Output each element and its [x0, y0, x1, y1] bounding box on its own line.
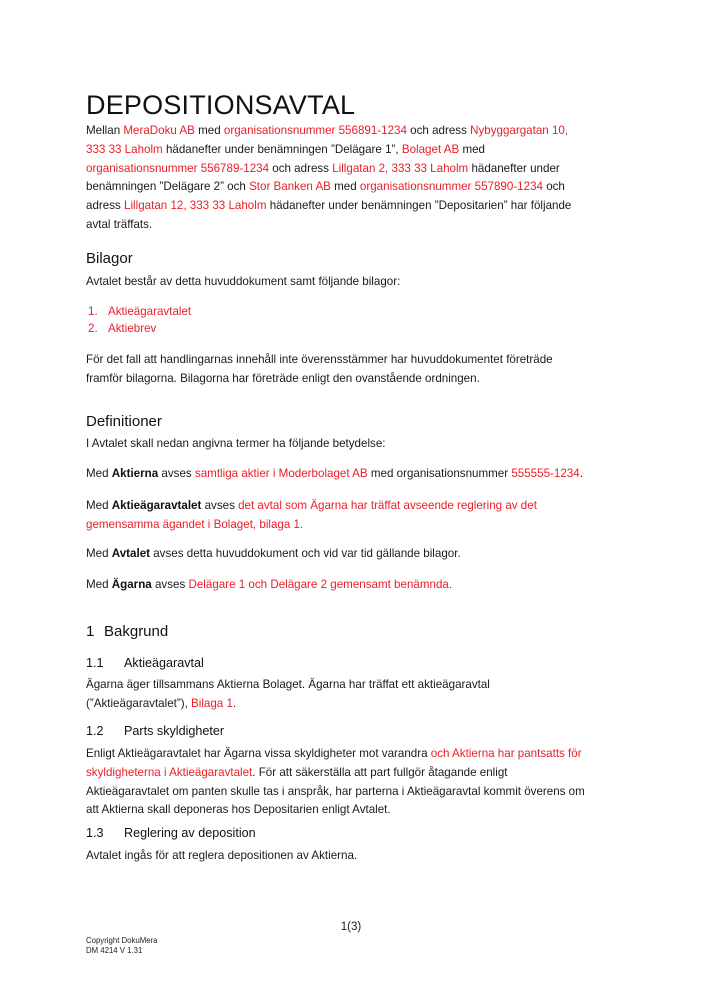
section-1-3-text: Avtalet ingås för att reglera depositionen av Aktierna.: [86, 849, 358, 862]
section-1-1-text: Ägarna äger tillsammans Aktierna Bolaget. Ägarna har träffat ett aktieägaravtal (”Aktieägaravtalet”), Bilaga 1.: [86, 678, 490, 710]
footer-version: DM 4214 V 1.31: [86, 946, 143, 955]
bilagor-lead: Avtalet består av detta huvuddokument samt följande bilagor:: [86, 275, 401, 288]
document-title: DEPOSITIONSAVTAL: [86, 90, 356, 120]
party3-address: Lillgatan 12, 333 33 Laholm: [124, 199, 267, 213]
section-1-2-text: Enligt Aktieägaravtalet har Ägarna vissa skyldigheter mot varandra och Aktierna har pantsatts för skyldigheterna i Aktieägaravtalet. För att säkerställa att part fullgör åtagande enligt Aktieägaravtalet om panten skulle tas i anspråk, har parterna i Aktieägaravtal kommit överens om att Aktierna skall deponeras hos Depositarien enligt Avtalet.: [86, 747, 585, 817]
definition-agarna: Med Ägarna avses Delägare 1 och Delägare 2 gemensamt benämnda.: [86, 578, 453, 591]
heading-definitioner: Definitioner: [86, 413, 162, 430]
party2-address: Lillgatan 2, 333 33 Laholm: [332, 161, 469, 175]
party1-address-city: 333 33 Laholm: [86, 142, 163, 156]
heading-section-1: 1 Bakgrund: [86, 623, 169, 640]
heading-section-1-1: 1.1 Aktieägaravtal: [86, 656, 204, 670]
footer: [86, 936, 158, 956]
bilagor-precedence: För det fall att handlingarnas innehåll inte överensstämmer har huvuddokumentet företräde framför bilagorna. Bilagorna har företräde enligt den ovanstående ordningen.: [86, 353, 553, 385]
heading-section-1-3: 1.3 Reglering av deposition: [86, 826, 256, 840]
party1-address: Nybyggargatan 10,: [470, 124, 569, 137]
party2-orgnr: organisationsnummer 556789-1234: [86, 161, 270, 175]
definition-aktieagaravtalet: Med Aktieägaravtalet avses det avtal som Ägarna har träffat avseende reglering av det gemensamma ägandet i Bolaget, bilaga 1.: [86, 499, 537, 531]
heading-section-1-2: 1.2 Parts skyldigheter: [86, 724, 225, 738]
definition-avtalet: Med Avtalet avses detta huvuddokument och vid var tid gällande bilagor.: [86, 547, 461, 560]
party2-name: Bolaget AB: [401, 142, 460, 156]
footer-copyright: Copyright DokuMera: [86, 936, 158, 945]
party1-orgnr: organisationsnummer 556891-1234: [223, 124, 407, 137]
list-item: 2. Aktiebrev: [88, 321, 157, 335]
party3-orgnr: organisationsnummer 557890-1234: [359, 180, 543, 194]
bilagor-list: [86, 304, 191, 337]
heading-bilagor: Bilagor: [86, 250, 133, 267]
page-number: 1(3): [340, 921, 362, 933]
definitioner-lead: I Avtalet skall nedan angivna termer ha följande betydelse:: [86, 437, 386, 450]
list-item: 1. Aktieägaravtalet: [88, 305, 192, 318]
party3-name: Stor Banken AB: [249, 180, 331, 194]
party1-name: MeraDoku AB: [123, 124, 195, 137]
intro-paragraph: Mellan MeraDoku AB med organisationsnummer 556891-1234 och adress Nybyggargatan 10, 333 33 Laholm hädanefter under benämningen ”Delägare 1”, Bolaget AB med organisationsnummer 556789-1234 och adress Lillgatan 2, 333 33 Laholm hädanefter under benämningen ”Delägare 2” och Stor Banken AB med organisationsnummer 557890-1234 och adress Lillgatan 12, 333 33 Laholm hädanefter under benämningen ”Depositarien” har följande avtal träffats.: [86, 124, 572, 231]
definition-aktierna: Med Aktierna avses samtliga aktier i Moderbolaget AB med organisationsnummer 555555-1234.: [86, 467, 583, 480]
